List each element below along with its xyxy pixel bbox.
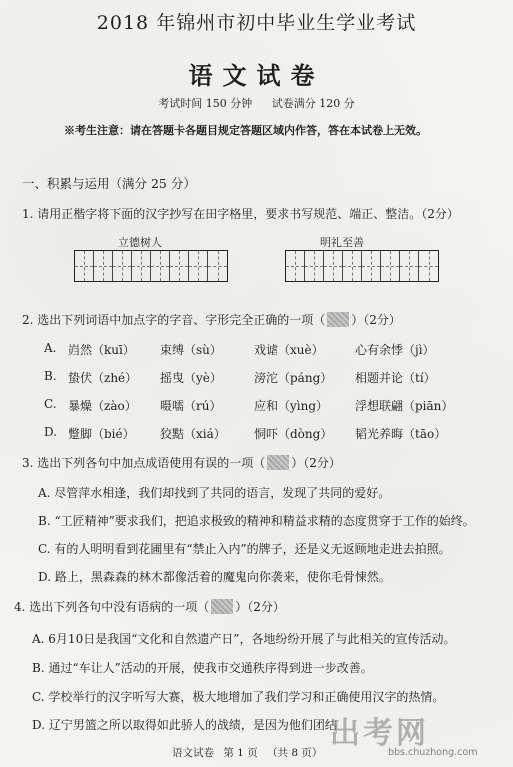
- question-2: [22, 311, 401, 328]
- q2-option-c-word-2: 嗫嚅（rú）: [160, 399, 222, 413]
- q3-option-b: B. “工匠精神”要求我们，把追求极致的精神和精益求精的态度贯穿于工作的始终。: [38, 514, 475, 528]
- footer-page: 第 1 页: [223, 747, 258, 759]
- question-4-prefix: 4. 选出下列各句中没有语病的一项（: [14, 600, 210, 614]
- question-1: 1. 请用正楷字将下面的汉字抄写在田字格里，要求书写规范、端正、整洁。（2分）: [22, 207, 459, 221]
- footer-total: （共 8 页）: [267, 747, 323, 759]
- footer-paper: 语文试卷: [172, 747, 214, 759]
- q3-option-d: D. 路上，黑森森的林木都像活着的魔鬼向你袭来，使你毛骨悚然。: [38, 570, 391, 584]
- q2-option-c-letter: C.: [44, 397, 57, 411]
- subject-title: 语文试卷: [188, 61, 325, 90]
- q2-option-b-word-4: 相题并论（tí）: [355, 371, 436, 385]
- answer-blank: [327, 312, 349, 327]
- q2-option-d-word-1: 蹩脚（bié）: [68, 427, 135, 441]
- question-4-suffix: ）（2分）: [235, 600, 285, 614]
- question-3-prefix: 3. 选出下列各句中加点成语使用有误的一项（: [22, 456, 266, 470]
- copy-label-left: 立德树人: [118, 236, 162, 249]
- exam-time: 考试时间 150 分钟: [158, 97, 253, 110]
- q4-option-b: B. 通过“车让人”活动的开展，使我市交通秩序得到进一步改善。: [32, 661, 373, 675]
- q2-option-d-letter: D.: [44, 425, 58, 439]
- exam-title: 2018 年锦州市初中毕业生学业考试: [96, 12, 417, 34]
- q2-option-d-word-3: 恫吓（dòng）: [254, 427, 333, 441]
- q2-option-c-word-3: 应和（yìng）: [254, 399, 329, 413]
- exam-notice: ※考生注意：请在答题卡各题目规定答题区域内作答，答在本试卷上无效。: [64, 124, 427, 137]
- q4-option-d: D. 辽宁男篮之所以取得如此骄人的战绩，是因为他们团结: [32, 718, 337, 732]
- writing-grid-right[interactable]: [285, 250, 439, 282]
- site-watermark: [330, 708, 505, 763]
- q2-option-c-word-1: 暴燥（zào）: [68, 399, 137, 413]
- answer-blank: [211, 599, 233, 614]
- answer-blank: [267, 455, 289, 470]
- q3-option-a: A. 尽管萍水相逢，我们却找到了共同的语言，发现了共同的爱好。: [38, 486, 391, 500]
- q2-option-a-word-3: 戏谑（xuè）: [254, 343, 324, 357]
- q2-option-b-word-3: 滂沱（páng）: [254, 371, 333, 385]
- copy-label-right: 明礼至善: [320, 236, 364, 249]
- q2-option-a-word-4: 心有余悸（jì）: [355, 343, 435, 357]
- q2-option-b-letter: B.: [44, 369, 57, 383]
- q2-option-d-word-2: 狡黠（xiá）: [160, 427, 226, 441]
- watermark-logo-text: 出考网: [330, 716, 429, 751]
- section-heading: 一、积累与运用（满分 25 分）: [22, 176, 196, 191]
- q2-option-c-word-4: 浮想联翩（piān）: [355, 399, 454, 413]
- q2-option-a-letter: A.: [44, 341, 57, 355]
- exam-score: 试卷满分 120 分: [271, 97, 355, 110]
- q2-option-b-word-1: 蛰伏（zhé）: [68, 371, 138, 385]
- q2-option-b-word-2: 摇曳（yè）: [160, 371, 222, 385]
- question-3-suffix: ）（2分）: [291, 456, 341, 470]
- exam-meta: [0, 95, 513, 111]
- question-2-prefix: 2. 选出下列词语中加点字的字音、字形完全正确的一项（: [22, 313, 326, 327]
- q4-option-c: C. 学校举行的汉字听写大赛，极大地增加了我们学习和正确使用汉字的热情。: [32, 690, 445, 704]
- q3-option-c: C. 有的人明明看到花圃里有“禁止入内”的牌子，还是义无返顾地走进去拍照。: [38, 542, 451, 556]
- question-3: [22, 454, 341, 471]
- question-2-suffix: ）（2分）: [351, 313, 401, 327]
- question-4: [14, 598, 285, 615]
- writing-grid-left[interactable]: [74, 250, 228, 282]
- q4-option-a: A. 6月10日是我国“文化和自然遗产日”，各地纷纷开展了与此相关的宣传活动。: [32, 632, 456, 646]
- q2-option-a-word-2: 束缚（sù）: [160, 343, 222, 357]
- watermark-url: bbs.chuzhong.com: [388, 747, 478, 758]
- page-footer: [172, 745, 328, 760]
- q2-option-a-word-1: 岿然（kuī）: [68, 343, 135, 357]
- q2-option-d-word-4: 韬光养晦（tāo）: [355, 427, 447, 441]
